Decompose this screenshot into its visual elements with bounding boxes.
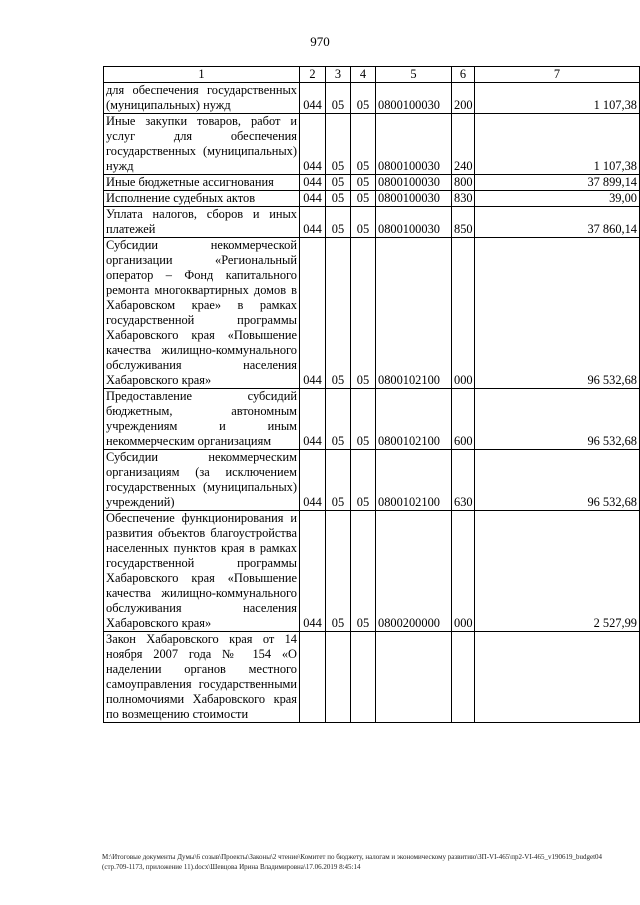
row-subsection — [351, 632, 376, 723]
page-number: 970 — [310, 34, 330, 49]
table-row — [104, 207, 640, 238]
row-name: Субсидии некоммерческим организациям (за исключением государственных (муниципальных) учреждений) — [104, 450, 300, 511]
row-ministry: 044 — [300, 83, 326, 114]
row-amount: 1 107,38 — [475, 114, 640, 175]
row-name: для обеспечения государственных (муниципальных) нужд — [104, 83, 300, 114]
row-expense-type — [452, 632, 475, 723]
row-amount: 2 527,99 — [475, 511, 640, 632]
document-path-footer: М:\Итоговые документы Думы\6 созыв\Проекты\Законы\2 чтение\Комитет по бюджету, налогам и экономическому развитию\ЗП-VI-465\пр2-VI-465_v190619_budget04 (стр.709-1173, приложение 11).docx\Шевцова Ирина Владимировна\17.06.2019 8:45:14 — [102, 853, 603, 871]
table-row — [104, 389, 640, 450]
row-subsection: 05 — [351, 191, 376, 207]
table-row — [104, 632, 640, 723]
row-section: 05 — [326, 191, 351, 207]
row-section: 05 — [326, 511, 351, 632]
row-ministry: 044 — [300, 450, 326, 511]
row-name: Субсидии некоммерческой организации «Региональный оператор – Фонд капитального ремонта многоквартирных домов в Хабаровском крае» в рамках государственной программы Хабаровского края «Повышение качества жилищно-коммунального обслуживания населения Хабаровского края» — [104, 238, 300, 389]
col-header-6: 6 — [452, 67, 475, 83]
row-name: Обеспечение функционирования и развития объектов благоустройства населенных пунктов края в рамках государственной программы Хабаровского края «Повышение качества жилищно-коммунального обслуживания населения Хабаровского края» — [104, 511, 300, 632]
row-expense-type: 000 — [452, 238, 475, 389]
row-subsection: 05 — [351, 207, 376, 238]
col-header-5: 5 — [376, 67, 452, 83]
row-amount: 37 860,14 — [475, 207, 640, 238]
row-section: 05 — [326, 114, 351, 175]
row-amount: 39,00 — [475, 191, 640, 207]
row-ministry: 044 — [300, 511, 326, 632]
row-expense-type: 630 — [452, 450, 475, 511]
table-row — [104, 450, 640, 511]
row-ministry — [300, 632, 326, 723]
row-name: Исполнение судебных актов — [104, 191, 300, 207]
row-section: 05 — [326, 389, 351, 450]
row-target-code: 0800100030 — [376, 207, 452, 238]
row-name: Предоставление субсидий бюджетным, автономным учреждениям и иным некоммерческим организациям — [104, 389, 300, 450]
table-row — [104, 175, 640, 191]
row-subsection: 05 — [351, 83, 376, 114]
row-amount: 1 107,38 — [475, 83, 640, 114]
row-subsection: 05 — [351, 450, 376, 511]
table-row — [104, 238, 640, 389]
row-name: Иные закупки товаров, работ и услуг для обеспечения государственных (муниципальных) нужд — [104, 114, 300, 175]
row-target-code — [376, 632, 452, 723]
row-ministry: 044 — [300, 114, 326, 175]
row-expense-type: 800 — [452, 175, 475, 191]
row-target-code: 0800200000 — [376, 511, 452, 632]
row-amount: 37 899,14 — [475, 175, 640, 191]
row-expense-type: 240 — [452, 114, 475, 175]
row-ministry: 044 — [300, 207, 326, 238]
row-amount — [475, 632, 640, 723]
row-expense-type: 000 — [452, 511, 475, 632]
row-target-code: 0800102100 — [376, 450, 452, 511]
row-subsection: 05 — [351, 175, 376, 191]
col-header-2: 2 — [300, 67, 326, 83]
table-row — [104, 191, 640, 207]
col-header-7: 7 — [475, 67, 640, 83]
row-expense-type: 850 — [452, 207, 475, 238]
row-ministry: 044 — [300, 389, 326, 450]
row-expense-type: 830 — [452, 191, 475, 207]
row-name: Иные бюджетные ассигнования — [104, 175, 300, 191]
row-section: 05 — [326, 450, 351, 511]
row-target-code: 0800100030 — [376, 175, 452, 191]
col-header-1: 1 — [104, 67, 300, 83]
row-subsection: 05 — [351, 114, 376, 175]
row-target-code: 0800100030 — [376, 83, 452, 114]
row-section: 05 — [326, 83, 351, 114]
budget-table — [103, 66, 640, 723]
row-expense-type: 600 — [452, 389, 475, 450]
row-target-code: 0800102100 — [376, 389, 452, 450]
row-subsection: 05 — [351, 511, 376, 632]
row-amount: 96 532,68 — [475, 450, 640, 511]
row-target-code: 0800100030 — [376, 114, 452, 175]
row-section: 05 — [326, 175, 351, 191]
row-ministry: 044 — [300, 238, 326, 389]
table-row — [104, 114, 640, 175]
row-ministry: 044 — [300, 175, 326, 191]
row-target-code: 0800100030 — [376, 191, 452, 207]
row-amount: 96 532,68 — [475, 389, 640, 450]
col-header-3: 3 — [326, 67, 351, 83]
row-subsection: 05 — [351, 238, 376, 389]
row-section: 05 — [326, 238, 351, 389]
row-amount: 96 532,68 — [475, 238, 640, 389]
table-row — [104, 511, 640, 632]
row-target-code: 0800102100 — [376, 238, 452, 389]
row-subsection: 05 — [351, 389, 376, 450]
row-name: Уплата налогов, сборов и иных платежей — [104, 207, 300, 238]
table-row — [104, 83, 640, 114]
row-section: 05 — [326, 207, 351, 238]
row-expense-type: 200 — [452, 83, 475, 114]
col-header-4: 4 — [351, 67, 376, 83]
row-section — [326, 632, 351, 723]
row-ministry: 044 — [300, 191, 326, 207]
row-name: Закон Хабаровского края от 14 ноября 2007 года № 154 «О наделении органов местного самоуправления государственными полномочиями Хабаровского края по возмещению стоимости — [104, 632, 300, 723]
table-header-row — [104, 67, 640, 83]
